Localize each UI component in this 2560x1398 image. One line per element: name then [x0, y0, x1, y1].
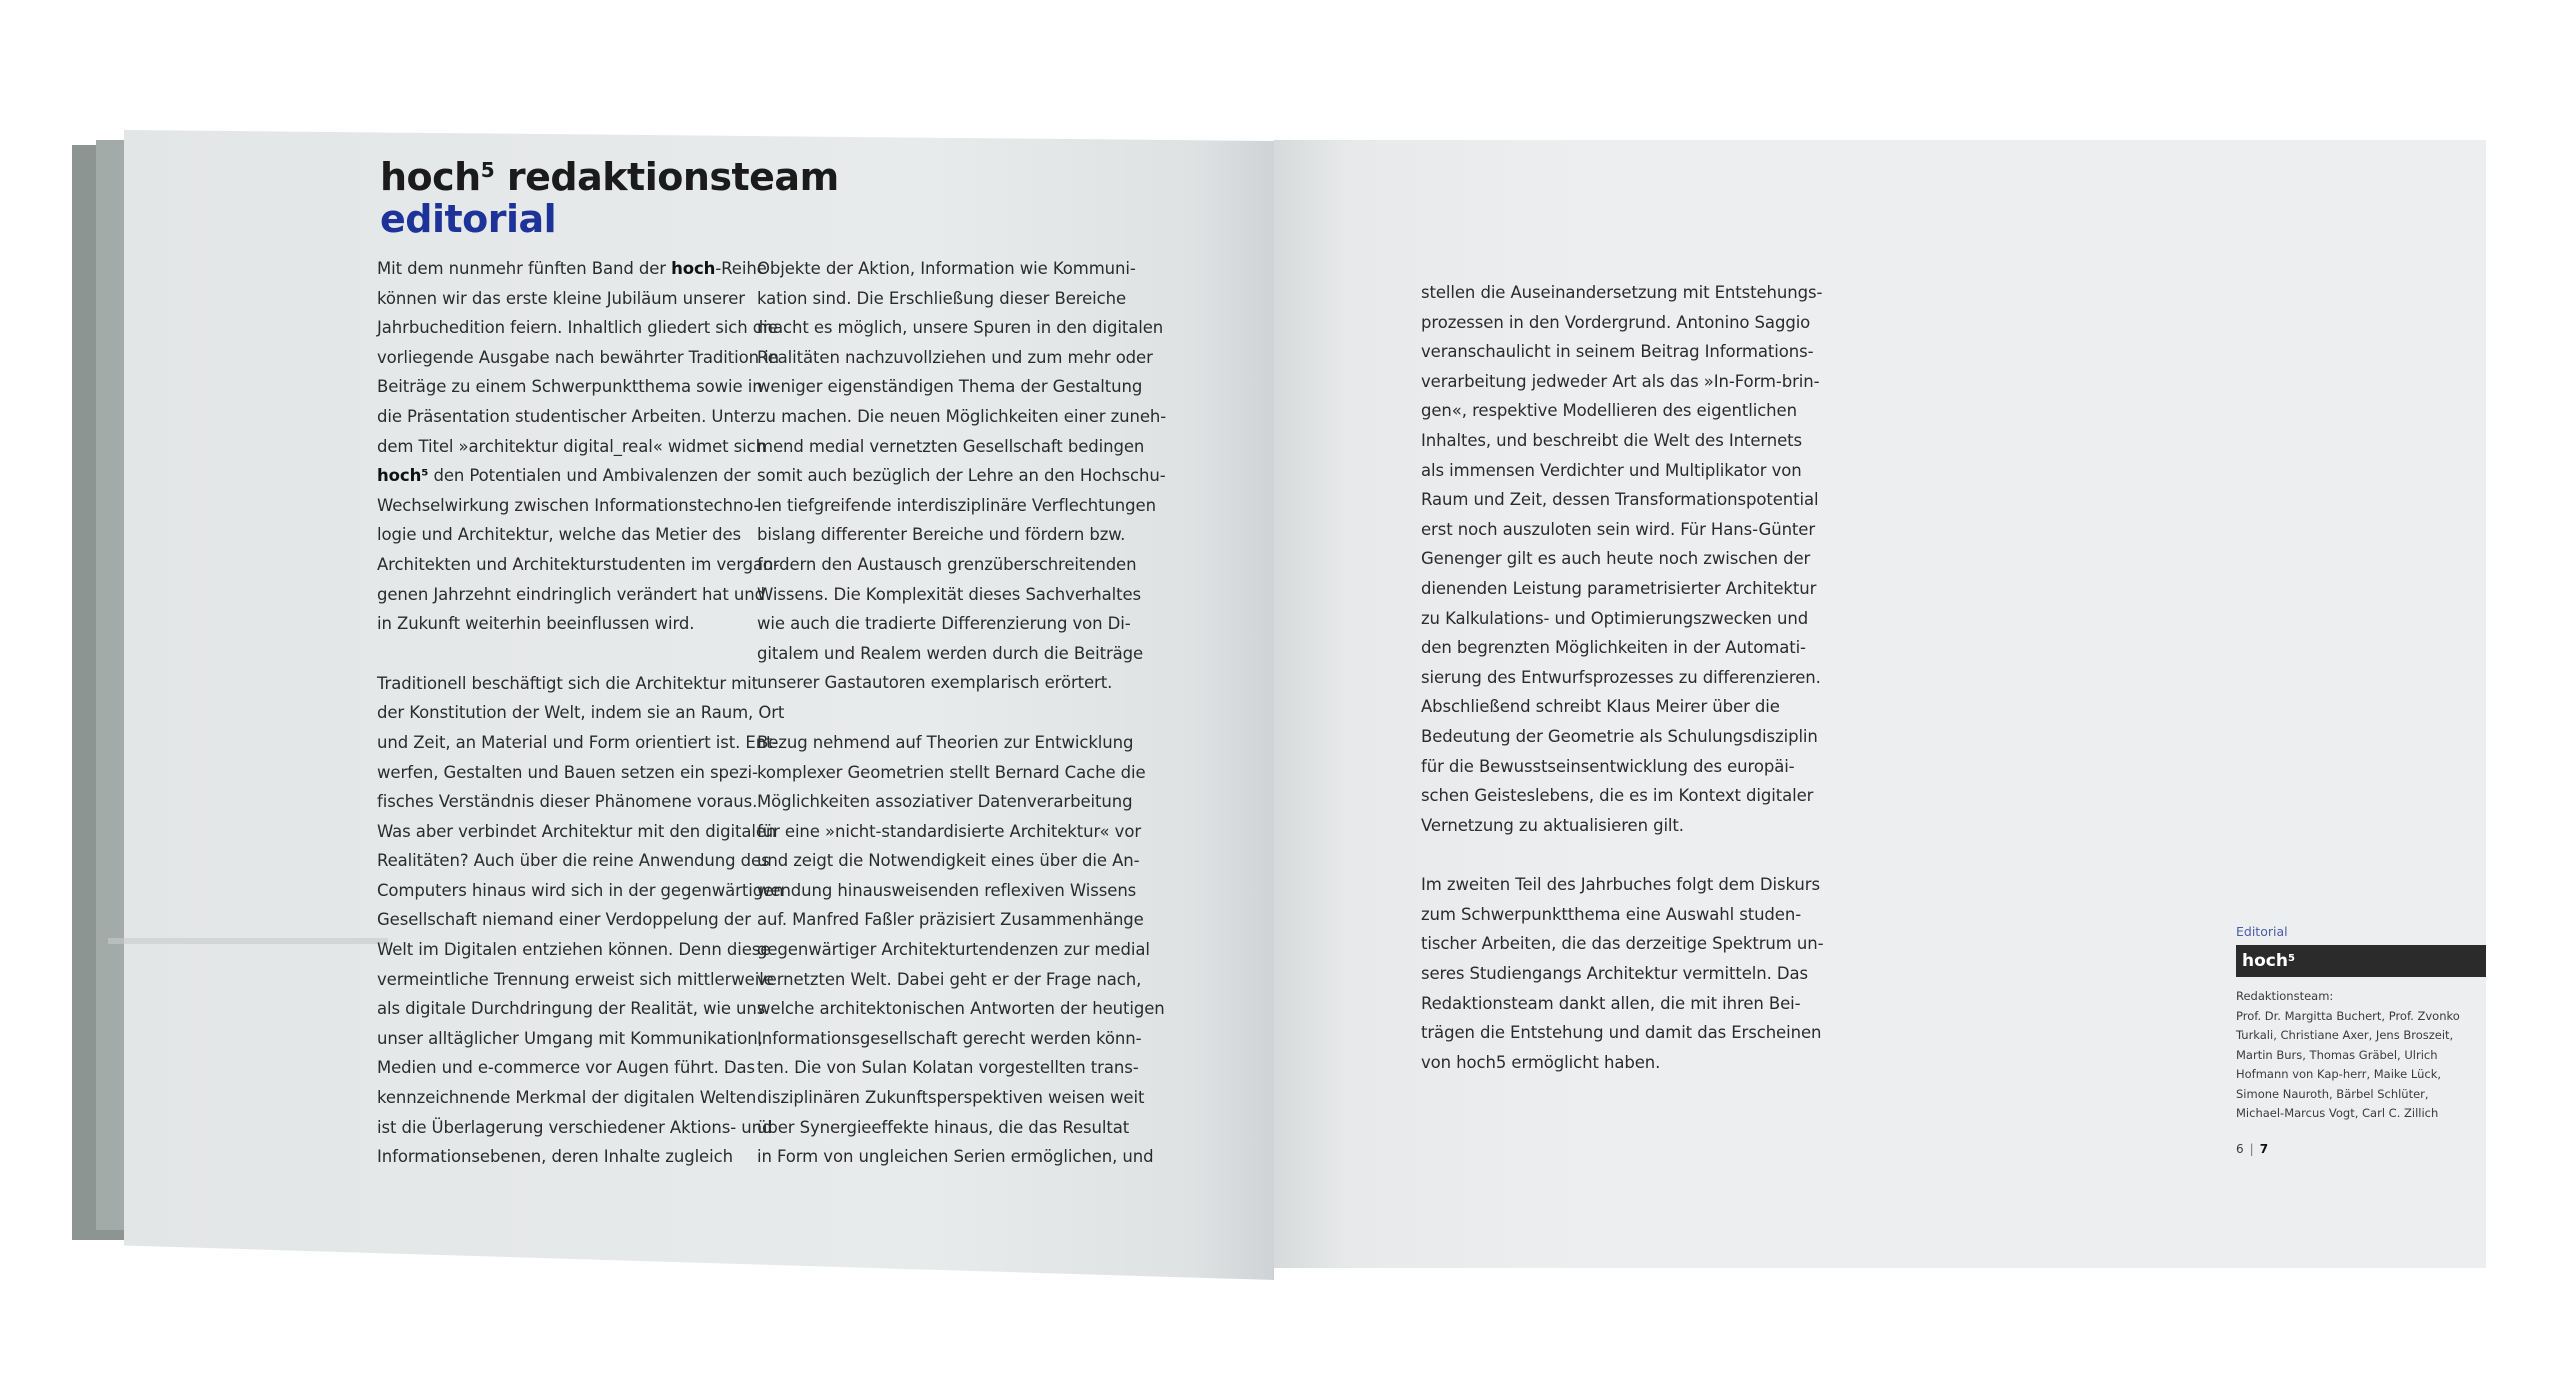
text-line: somit auch bezüglich der Lehre an den Hochschu-	[757, 466, 1166, 486]
text-line: komplexer Geometrien stellt Bernard Cache die	[757, 762, 1146, 782]
text-line: Bezug nehmend auf Theorien zur Entwicklung	[757, 732, 1134, 752]
text-line: tischer Arbeiten, die das derzeitige Spektrum un-	[1421, 934, 1824, 954]
imprint-credits	[2236, 987, 2486, 1124]
text-line: macht es möglich, unsere Spuren in den digitalen	[757, 318, 1164, 338]
heading-brand: hoch	[380, 155, 481, 199]
imprint-brand-sup: 5	[2287, 953, 2295, 964]
text-line: Welt im Digitalen entziehen können. Denn diese	[377, 940, 771, 960]
text-line: für die Bewusstseinsentwicklung des europäi-	[1421, 756, 1795, 776]
text-line: dem Titel »architektur digital_real« widmet sich	[377, 436, 766, 456]
text-line: Im zweiten Teil des Jahrbuches folgt dem Diskurs	[1421, 875, 1820, 895]
text-line: und zeigt die Notwendigkeit eines über die An-	[757, 851, 1140, 871]
text-line: len tiefgreifende interdisziplinäre Verflechtungen	[757, 495, 1156, 515]
text-line: Wechselwirkung zwischen Informationstechno-	[377, 495, 760, 515]
text-line: Gesellschaft niemand einer Verdoppelung der	[377, 910, 751, 930]
text-line: weniger eigenständigen Thema der Gestaltung	[757, 377, 1143, 397]
text-line: Informationsebenen, deren Inhalte zugleich	[377, 1147, 733, 1167]
text-line: gitalem und Realem werden durch die Beiträge	[757, 643, 1144, 663]
text-line: Informationsgesellschaft gerecht werden könn-	[757, 1028, 1142, 1048]
page-number-left: 6	[2236, 1141, 2244, 1156]
text-line: disziplinären Zukunftsperspektiven weisen weit	[757, 1088, 1145, 1108]
text-line: Redaktionsteam dankt allen, die mit ihren Bei-	[1421, 993, 1801, 1013]
text-line: Vernetzung zu aktualisieren gilt.	[1421, 815, 1684, 835]
text-line: ist die Überlagerung verschiedener Aktions- und	[377, 1117, 773, 1137]
text-line: Genenger gilt es auch heute noch zwischen der	[1421, 549, 1811, 569]
text-line: vorliegende Ausgabe nach bewährter Tradition in	[377, 347, 779, 367]
text-line: gegenwärtiger Architekturtendenzen zur medial	[757, 940, 1150, 960]
text-line: hoch⁵ den Potentialen und Ambivalenzen der	[377, 466, 751, 486]
heading-brand-sup: 5	[480, 158, 495, 182]
text-line: vernetzten Welt. Dabei geht er der Frage nach,	[757, 969, 1142, 989]
imprint-line: Prof. Dr. Margitta Buchert, Prof. Zvonko	[2236, 1008, 2460, 1023]
text-line: Bedeutung der Geometrie als Schulungsdisziplin	[1421, 726, 1818, 746]
text-line: ten. Die von Sulan Kolatan vorgestellten trans-	[757, 1058, 1139, 1078]
column-1-paragraph-1	[377, 254, 784, 639]
text-line: wie auch die tradierte Differenzierung von Di-	[757, 614, 1131, 634]
text-line: als immensen Verdichter und Multiplikator von	[1421, 460, 1802, 480]
column-3-paragraph-1	[1421, 278, 1823, 840]
text-line: Traditionell beschäftigt sich die Architektur mit	[377, 673, 758, 693]
imprint-brand: hoch	[2242, 951, 2288, 971]
text-line: zu Kalkulations- und Optimierungszwecken und	[1421, 608, 1809, 628]
page-heading	[380, 155, 839, 241]
text-line: logie und Architektur, welche das Metier des	[377, 525, 741, 545]
text-line: wendung hinausweisenden reflexiven Wissens	[757, 880, 1137, 900]
text-line: kennzeichnende Merkmal der digitalen Welten	[377, 1088, 757, 1108]
text-line: sierung des Entwurfsprozesses zu differenzieren.	[1421, 667, 1821, 687]
text-line: Computers hinaus wird sich in der gegenwärtigen	[377, 880, 784, 900]
imprint-line: Redaktionsteam:	[2236, 989, 2334, 1003]
imprint-brand-bar	[2236, 945, 2486, 977]
text-line: prozessen in den Vordergrund. Antonino Saggio	[1421, 312, 1811, 332]
text-line: erst noch auszuloten sein wird. Für Hans-Günter	[1421, 519, 1816, 539]
text-line: Abschließend schreibt Klaus Meirer über die	[1421, 697, 1780, 717]
text-line: Objekte der Aktion, Information wie Kommuni-	[757, 259, 1136, 278]
text-line: Medien und e-commerce vor Augen führt. Das	[377, 1058, 756, 1078]
text-line: Möglichkeiten assoziativer Datenverarbeitung	[757, 792, 1133, 812]
text-line: unser alltäglicher Umgang mit Kommunikation,	[377, 1028, 763, 1048]
text-line: zum Schwerpunktthema eine Auswahl studen-	[1421, 904, 1802, 924]
text-column-2	[757, 254, 1166, 1172]
imprint-box	[2236, 924, 2486, 1156]
imprint-line: Turkali, Christiane Axer, Jens Broszeit,	[2236, 1028, 2454, 1042]
text-line: Was aber verbindet Architektur mit den digitalen	[377, 821, 777, 841]
text-line: der Konstitution der Welt, indem sie an Raum, Ort	[377, 703, 785, 723]
text-line: genen Jahrzehnt eindringlich verändert hat und	[377, 584, 765, 604]
text-line: Realitäten nachzuvollziehen und zum mehr oder	[757, 347, 1153, 367]
imprint-section-label: Editorial	[2236, 924, 2288, 939]
text-line: in Zukunft weiterhin beeinflussen wird.	[377, 614, 695, 634]
text-line: veranschaulicht in seinem Beitrag Informations-	[1421, 342, 1814, 362]
text-line: Jahrbuchedition feiern. Inhaltlich gliedert sich die	[377, 318, 778, 338]
text-line: den begrenzten Möglichkeiten in der Automati-	[1421, 638, 1806, 658]
text-line: in Form von ungleichen Serien ermöglichen, und	[757, 1147, 1154, 1167]
column-1-paragraph-2	[377, 669, 784, 1172]
text-line: trägen die Entstehung und damit das Erscheinen	[1421, 1023, 1822, 1043]
text-line: kation sind. Die Erschließung dieser Bereiche	[757, 288, 1126, 308]
text-line: für eine »nicht-standardisierte Architektur« vor	[757, 821, 1142, 841]
page-shadow	[108, 938, 388, 944]
text-line: von hoch5 ermöglicht haben.	[1421, 1052, 1661, 1072]
inline-brand: hoch	[671, 259, 716, 278]
text-line: fordern den Austausch grenzüberschreitenden	[757, 554, 1137, 574]
text-line: als digitale Durchdringung der Realität, wie uns	[377, 999, 766, 1019]
text-line: und Zeit, an Material und Form orientiert ist. Ent-	[377, 732, 779, 752]
text-line: stellen die Auseinandersetzung mit Entstehungs-	[1421, 283, 1823, 302]
book-cover-inner-edge	[96, 140, 126, 1230]
heading-line-1	[380, 155, 839, 199]
text-line: bislang differenter Bereiche und fördern bzw.	[757, 525, 1126, 545]
text-line: schen Geisteslebens, die es im Kontext digitaler	[1421, 786, 1814, 806]
text-line: Architekten und Architekturstudenten im vergan-	[377, 554, 780, 574]
imprint-line: Simone Nauroth, Bärbel Schlüter,	[2236, 1086, 2429, 1101]
text-line: mend medial vernetzten Gesellschaft bedingen	[757, 436, 1145, 456]
text-line: fisches Verständnis dieser Phänomene voraus.	[377, 792, 758, 812]
page-number-right: 7	[2259, 1141, 2269, 1156]
text-line: unserer Gastautoren exemplarisch erörtert.	[757, 673, 1113, 693]
page-number-separator: |	[2249, 1141, 2254, 1156]
imprint-line: Martin Burs, Thomas Gräbel, Ulrich	[2236, 1047, 2438, 1062]
text-line: können wir das erste kleine Jubiläum unserer	[377, 288, 745, 308]
column-3-paragraph-2	[1421, 870, 1823, 1077]
text-line: die Präsentation studentischer Arbeiten. Unter	[377, 406, 757, 426]
text-line: seres Studiengangs Architektur vermitteln. Das	[1421, 964, 1809, 984]
text-line: Inhaltes, und beschreibt die Welt des Internets	[1421, 430, 1803, 450]
page-numbers	[2236, 1142, 2486, 1156]
text-line: Mit dem nunmehr fünften Band der hoch-Reihe	[377, 259, 767, 278]
column-2-paragraph-2	[757, 728, 1166, 1172]
text-line: Raum und Zeit, dessen Transformationspotential	[1421, 490, 1819, 510]
column-2-paragraph-1	[757, 254, 1166, 698]
imprint-line: Michael-Marcus Vogt, Carl C. Zillich	[2236, 1106, 2439, 1120]
inline-brand: hoch⁵	[377, 466, 429, 486]
text-line: Realitäten? Auch über die reine Anwendung des	[377, 851, 770, 871]
text-line: welche architektonischen Antworten der heutigen	[757, 999, 1165, 1019]
text-line: Wissens. Die Komplexität dieses Sachverhaltes	[757, 584, 1142, 604]
text-line: gen«, respektive Modellieren des eigentlichen	[1421, 401, 1797, 421]
text-column-1	[377, 254, 784, 1172]
imprint-line: Hofmann von Kap-herr, Maike Lück,	[2236, 1067, 2442, 1081]
text-line: Beiträge zu einem Schwerpunktthema sowie in	[377, 377, 763, 397]
text-line: dienenden Leistung parametrisierter Architektur	[1421, 578, 1817, 598]
heading-line-2: editorial	[380, 196, 557, 241]
text-line: vermeintliche Trennung erweist sich mittlerweile	[377, 969, 774, 989]
text-line: verarbeitung jedweder Art als das »In-Form-brin-	[1421, 371, 1820, 391]
text-line: zu machen. Die neuen Möglichkeiten einer zuneh-	[757, 406, 1167, 426]
text-line: werfen, Gestalten und Bauen setzen ein spezi-	[377, 762, 758, 782]
heading-title: redaktionsteam	[494, 155, 839, 199]
text-line: auf. Manfred Faßler präzisiert Zusammenhänge	[757, 910, 1144, 930]
text-column-3	[1421, 278, 1823, 1077]
text-line: über Synergieeffekte hinaus, die das Resultat	[757, 1117, 1130, 1137]
